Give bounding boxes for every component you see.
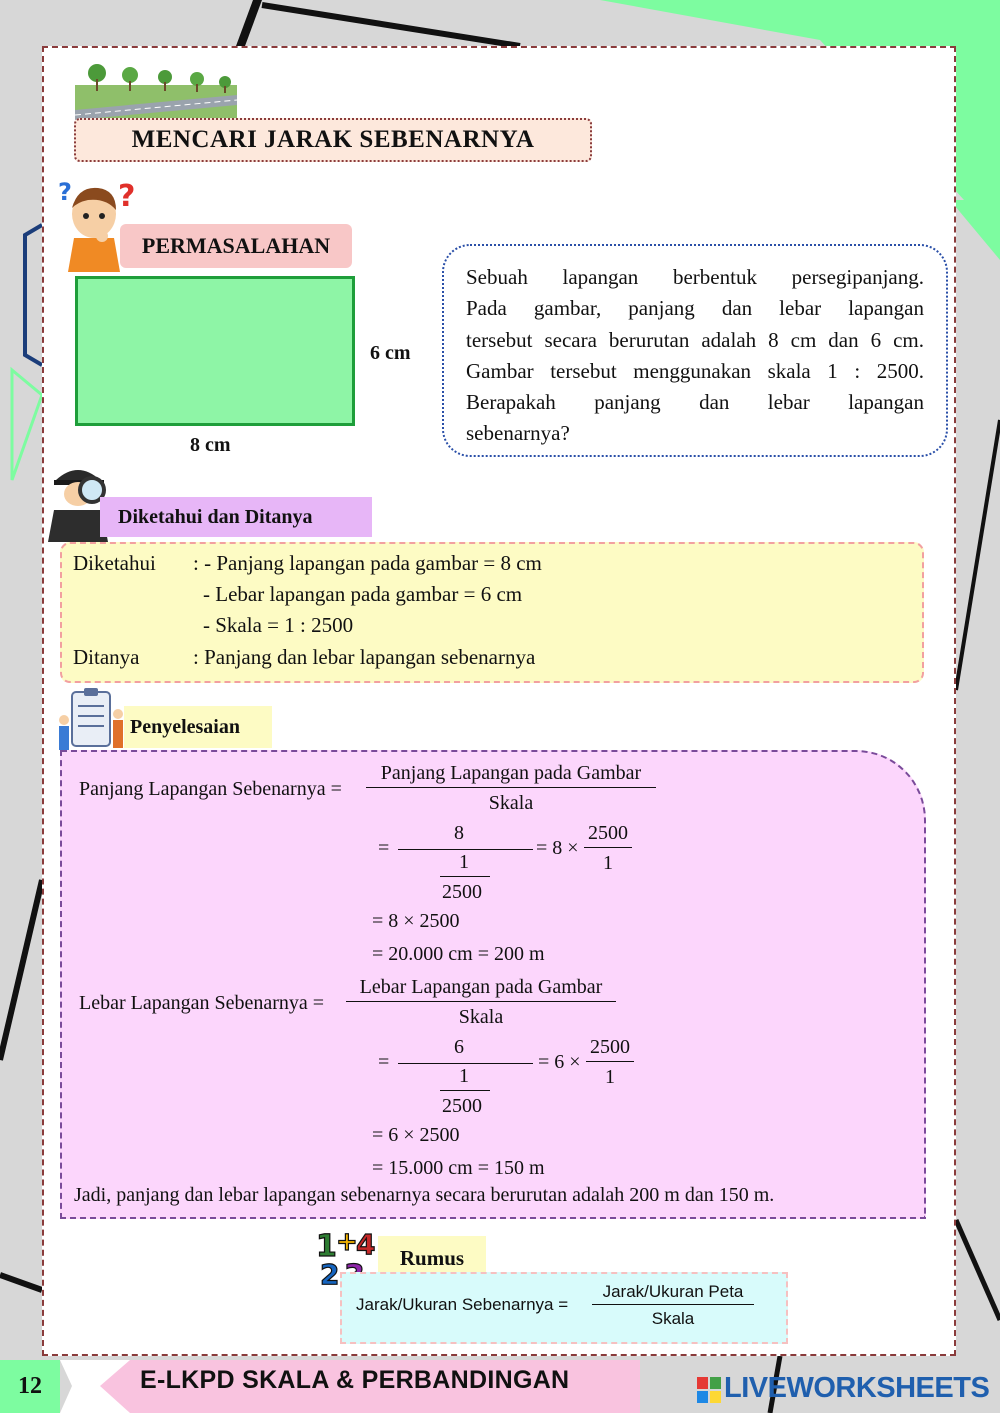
panjang-r-fraction xyxy=(584,822,632,875)
problem-line: Pada gambar, panjang dan lebar lapangan xyxy=(466,296,924,321)
problem-line: sebenarnya? xyxy=(466,421,570,446)
lebar-frac-num: Lebar Lapangan pada Gambar xyxy=(346,976,616,1002)
rumus-tag: Rumus xyxy=(378,1236,486,1280)
lebar-fraction xyxy=(346,976,616,1029)
problem-line: Gambar tersebut menggunakan skala 1 : 2500. xyxy=(466,358,924,383)
page-number: 12 xyxy=(0,1360,60,1413)
solution-tag: Penyelesaian xyxy=(124,706,272,748)
known-tag: Diketahui dan Ditanya xyxy=(100,497,372,537)
height-label: 6 cm xyxy=(370,342,411,364)
footer-title: E-LKPD SKALA & PERBANDINGAN xyxy=(140,1366,570,1394)
problem-line: Berapakah panjang dan lebar lapangan xyxy=(466,390,924,415)
svg-text:+: + xyxy=(336,1227,358,1257)
panjang-small-den: 2500 xyxy=(442,881,482,903)
lebar-small-num: 1 xyxy=(459,1065,469,1087)
ditanya-label: Ditanya xyxy=(73,645,140,669)
panjang-step2: = 20.000 cm = 200 m xyxy=(372,943,545,965)
problem-line: tersebut secara berurutan adalah 8 cm dan 6 cm. xyxy=(466,327,924,352)
panjang-small-bar xyxy=(440,876,490,877)
lebar-small-bar xyxy=(440,1090,490,1091)
svg-text:2: 2 xyxy=(320,1258,340,1288)
lebar-r-num: 2500 xyxy=(586,1036,634,1062)
panjang-small-num: 1 xyxy=(459,851,469,873)
lebar-big-num: 6 xyxy=(454,1036,464,1058)
ditanya-value: : Panjang dan lebar lapangan sebenarnya xyxy=(193,645,536,669)
panjang-big-num: 8 xyxy=(454,822,464,844)
field-rectangle xyxy=(75,276,355,426)
panjang-frac-num: Panjang Lapangan pada Gambar xyxy=(366,762,656,788)
solution-box xyxy=(60,750,926,1219)
svg-text:1: 1 xyxy=(316,1229,337,1264)
solution-conclusion: Jadi, panjang dan lebar lapangan sebenarnya secara berurutan adalah 200 m dan 150 m. xyxy=(74,1184,775,1206)
panjang-frac-den: Skala xyxy=(488,792,534,814)
panjang-mid: = 8 × xyxy=(536,837,579,859)
panjang-lhs: Panjang Lapangan Sebenarnya = xyxy=(79,778,342,800)
known-item: - Lebar lapangan pada gambar = 6 cm xyxy=(203,582,523,606)
lebar-main-bar xyxy=(398,1063,533,1064)
formula-num: Jarak/Ukuran Peta xyxy=(592,1282,754,1305)
svg-text:?: ? xyxy=(58,178,72,206)
panjang-eq: = xyxy=(378,837,390,859)
known-item: : - Panjang lapangan pada gambar = 8 cm xyxy=(193,551,542,575)
problem-line: Sebuah lapangan berbentuk persegipanjang. xyxy=(466,265,924,289)
lebar-eq: = xyxy=(378,1051,390,1073)
svg-text:4: 4 xyxy=(356,1228,376,1261)
panjang-step1: = 8 × 2500 xyxy=(372,910,460,932)
problem-tag: PERMASALAHAN xyxy=(120,224,352,268)
lebar-frac-den: Skala xyxy=(458,1006,504,1028)
lebar-small-den: 2500 xyxy=(442,1095,482,1117)
liveworksheets-logo-icon xyxy=(697,1377,721,1403)
svg-text:?: ? xyxy=(118,179,136,214)
panjang-r-den: 1 xyxy=(603,852,613,874)
known-item: - Skala = 1 : 2500 xyxy=(203,613,354,637)
lebar-lhs: Lebar Lapangan Sebenarnya = xyxy=(79,992,325,1014)
panjang-r-num: 2500 xyxy=(584,822,632,848)
diketahui-label: Diketahui xyxy=(73,551,156,575)
problem-statement xyxy=(442,244,948,457)
lebar-step1: = 6 × 2500 xyxy=(372,1124,460,1146)
width-label: 8 cm xyxy=(190,434,231,456)
panjang-main-bar xyxy=(398,849,533,850)
lebar-r-den: 1 xyxy=(605,1066,615,1088)
formula-box xyxy=(340,1272,788,1344)
lebar-r-fraction xyxy=(586,1036,634,1089)
formula-lhs: Jarak/Ukuran Sebenarnya = xyxy=(356,1295,569,1314)
known-box xyxy=(60,542,924,683)
page-title: MENCARI JARAK SEBENARNYA xyxy=(74,118,592,162)
lebar-step2: = 15.000 cm = 150 m xyxy=(372,1157,545,1179)
liveworksheets-brand: LIVEWORKSHEETS xyxy=(724,1372,990,1404)
formula-den: Skala xyxy=(651,1309,695,1328)
formula-fraction xyxy=(592,1282,754,1329)
clipboard-icon xyxy=(56,686,128,754)
lebar-mid: = 6 × xyxy=(538,1051,581,1073)
road-trees-illustration xyxy=(75,55,237,120)
panjang-fraction xyxy=(366,762,656,815)
